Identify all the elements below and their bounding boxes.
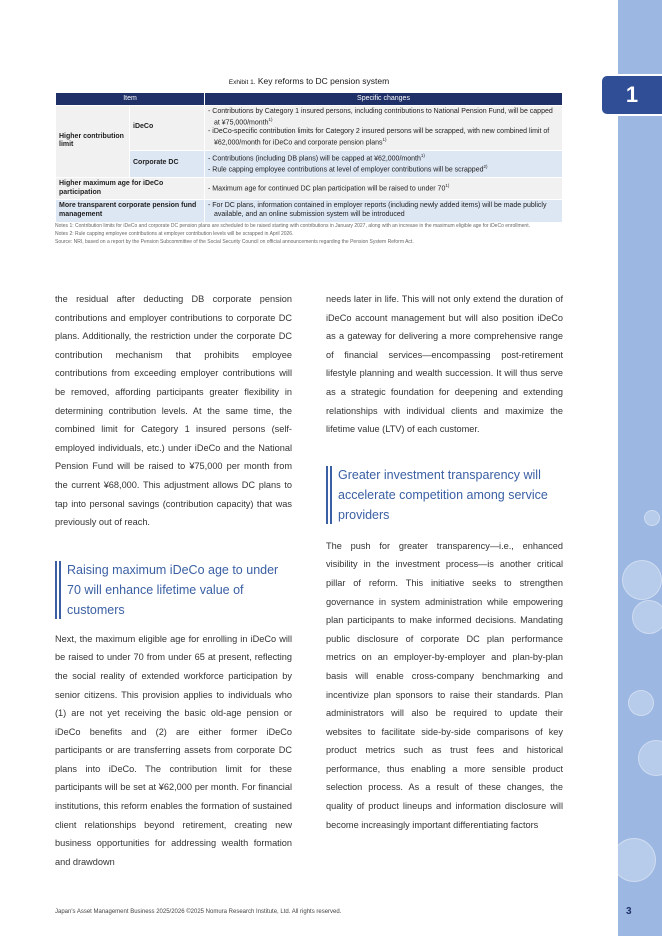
exhibit-prefix: Exhibit 1. — [228, 79, 256, 86]
decor-bubble — [628, 690, 654, 716]
row-changes — [205, 106, 563, 151]
table-notes — [55, 222, 565, 246]
row-sub-label: Corporate DC — [130, 150, 205, 177]
table-header-row — [56, 93, 563, 106]
exhibit-title-text: Key reforms to DC pension system — [257, 76, 390, 86]
heading-bar — [55, 561, 61, 619]
change-line: - For DC plans, information contained in employer reports (including newly added items) will be made publicly available, and an online submission system will be introduced — [208, 202, 547, 219]
row-changes — [205, 150, 563, 177]
exhibit-title — [55, 76, 563, 86]
header-item: Item — [56, 93, 205, 106]
heading-bar — [326, 466, 332, 524]
table-row — [56, 177, 563, 200]
source-note: Source: NRI, based on a report by the Pension Subcommittee of the Social Security Council on official announcements regarding the Pension System Reform Act. — [55, 239, 414, 245]
footer-text: Japan's Asset Management Business 2025/2026 ©2025 Nomura Research Institute, Ltd. All rights reserved. — [55, 909, 342, 915]
table-row — [56, 150, 563, 177]
table-row — [56, 106, 563, 151]
body-paragraph: needs later in life. This will not only extend the duration of iDeCo account management but will also position iDeCo as a gateway for delivering a more comprehensive range of financial services—encompassing post-retirement lifestyle planning and wealth succession. It will thus serve as a strategic foundation for deepening and extending relationships with individual clients and maximize the lifetime value (LTV) of each customer. — [326, 294, 563, 435]
left-column — [55, 290, 292, 871]
reforms-table — [55, 92, 563, 223]
right-column — [326, 290, 563, 834]
row-item-label: More transparent corporate pension fund management — [56, 200, 205, 223]
body-paragraph: the residual after deducting DB corporate pension contributions and employer contributions to corporate DC plans. Additionally, the restriction under the corporate DC contribution mechanism that prohibits employee contributions from exceeding employer contributions will be removed, affording participants greater flexibility in determining contribution levels. At the same time, the combined limit for Category 1 insured persons (self-employed individuals, etc.) under iDeCo and the National Pension Fund will be raised to ¥75,000 per month from the current ¥68,000. This adjustment allows DC plans to tap into personal savings (contribution capacity) that was previously out of reach. — [55, 294, 292, 528]
row-sub-label: iDeCo — [130, 106, 205, 151]
decor-bubble — [632, 600, 662, 634]
decor-bubble — [638, 740, 662, 776]
table-row — [56, 200, 563, 223]
decor-bubble — [622, 560, 662, 600]
section-heading — [55, 560, 292, 620]
body-paragraph: The push for greater transparency—i.e., enhanced visibility in the investment process—is another critical pillar of reform. This initiative seeks to strengthen governance in system administration while empowering plan participants to make informed decisions. Mandating public disclosure of corporate DC plan performance metrics on an employer-by-employer and plan-by-plan basis will enable cross-company benchmarking and incentivize plan sponsors to raise their standards. Plan administrators will also be required to update their websites to facilitate side-by-side comparisons of key product metrics such as trust fees and historical performance, thus enabling a more sensible product selection process. As a result of these changes, the quality of product lineups and information disclosure will become increasingly important differentiating factors — [326, 540, 563, 830]
change-line: - Contributions (including DB plans) will be capped at ¥62,000/month$^{1)}$ — [208, 152, 425, 162]
note-2: Notes 2: Rule capping employee contributions at employer contribution levels will be scrapped in April 2026. — [55, 231, 294, 237]
section-heading-text: Raising maximum iDeCo age to under 70 will enhance lifetime value of customers — [67, 562, 279, 617]
row-item-label: Higher maximum age for iDeCo participation — [56, 177, 205, 200]
side-decor-strip — [618, 0, 662, 936]
note-1: Notes 1: Contribution limits for iDeCo and corporate DC pension plans are scheduled to be raised starting with contributions in January 2027, along with an increase in the maximum eligible age for iDeCo enrollment. — [55, 223, 530, 229]
change-line: - Maximum age for continued DC plan participation will be raised to under 70$^{1)}$ — [208, 183, 450, 193]
change-line: - Contributions by Category 1 insured persons, including contributions to National Pension Fund, will be capped at ¥75,000/month$^{1)}$ — [208, 108, 553, 127]
change-line: - Rule capping employee contributions at level of employer contributions will be scrapped$^{2)}$ — [208, 163, 488, 174]
body-paragraph: Next, the maximum eligible age for enrolling in iDeCo will be raised to under 70 from under 65 at present, reflecting the social reality of extended workforce participation by senior citizens. This provision applies to individuals who (1) are not yet receiving the basic old-age pension or iDeCo benefits and (2) are either former iDeCo participants or are transferring assets from corporate DC plans into iDeCo. The contribution limit for these participants will be set at ¥62,000 per month. For financial institutions, this reform enables the formation of sustained client relationships beyond retirement, creating new business opportunities for addressing wealth formation and drawdown — [55, 633, 292, 867]
change-line: - iDeCo-specific contribution limits for Category 2 insured persons will be scrapped, with new combined limit of ¥62,000/month for iDeCo and corporate pension plans$^{1)}$ — [208, 127, 550, 146]
row-changes — [205, 200, 563, 223]
section-heading-text: Greater investment transparency will accelerate competition among service providers — [338, 467, 548, 522]
row-changes — [205, 177, 563, 200]
decor-bubble — [618, 838, 656, 882]
header-changes: Specific changes — [205, 93, 563, 106]
chapter-number-tab: 1 — [602, 76, 662, 114]
decor-bubble — [644, 510, 660, 526]
section-heading — [326, 465, 563, 525]
page-number: 3 — [626, 906, 632, 917]
row-group-label: Higher contribution limit — [56, 106, 130, 178]
